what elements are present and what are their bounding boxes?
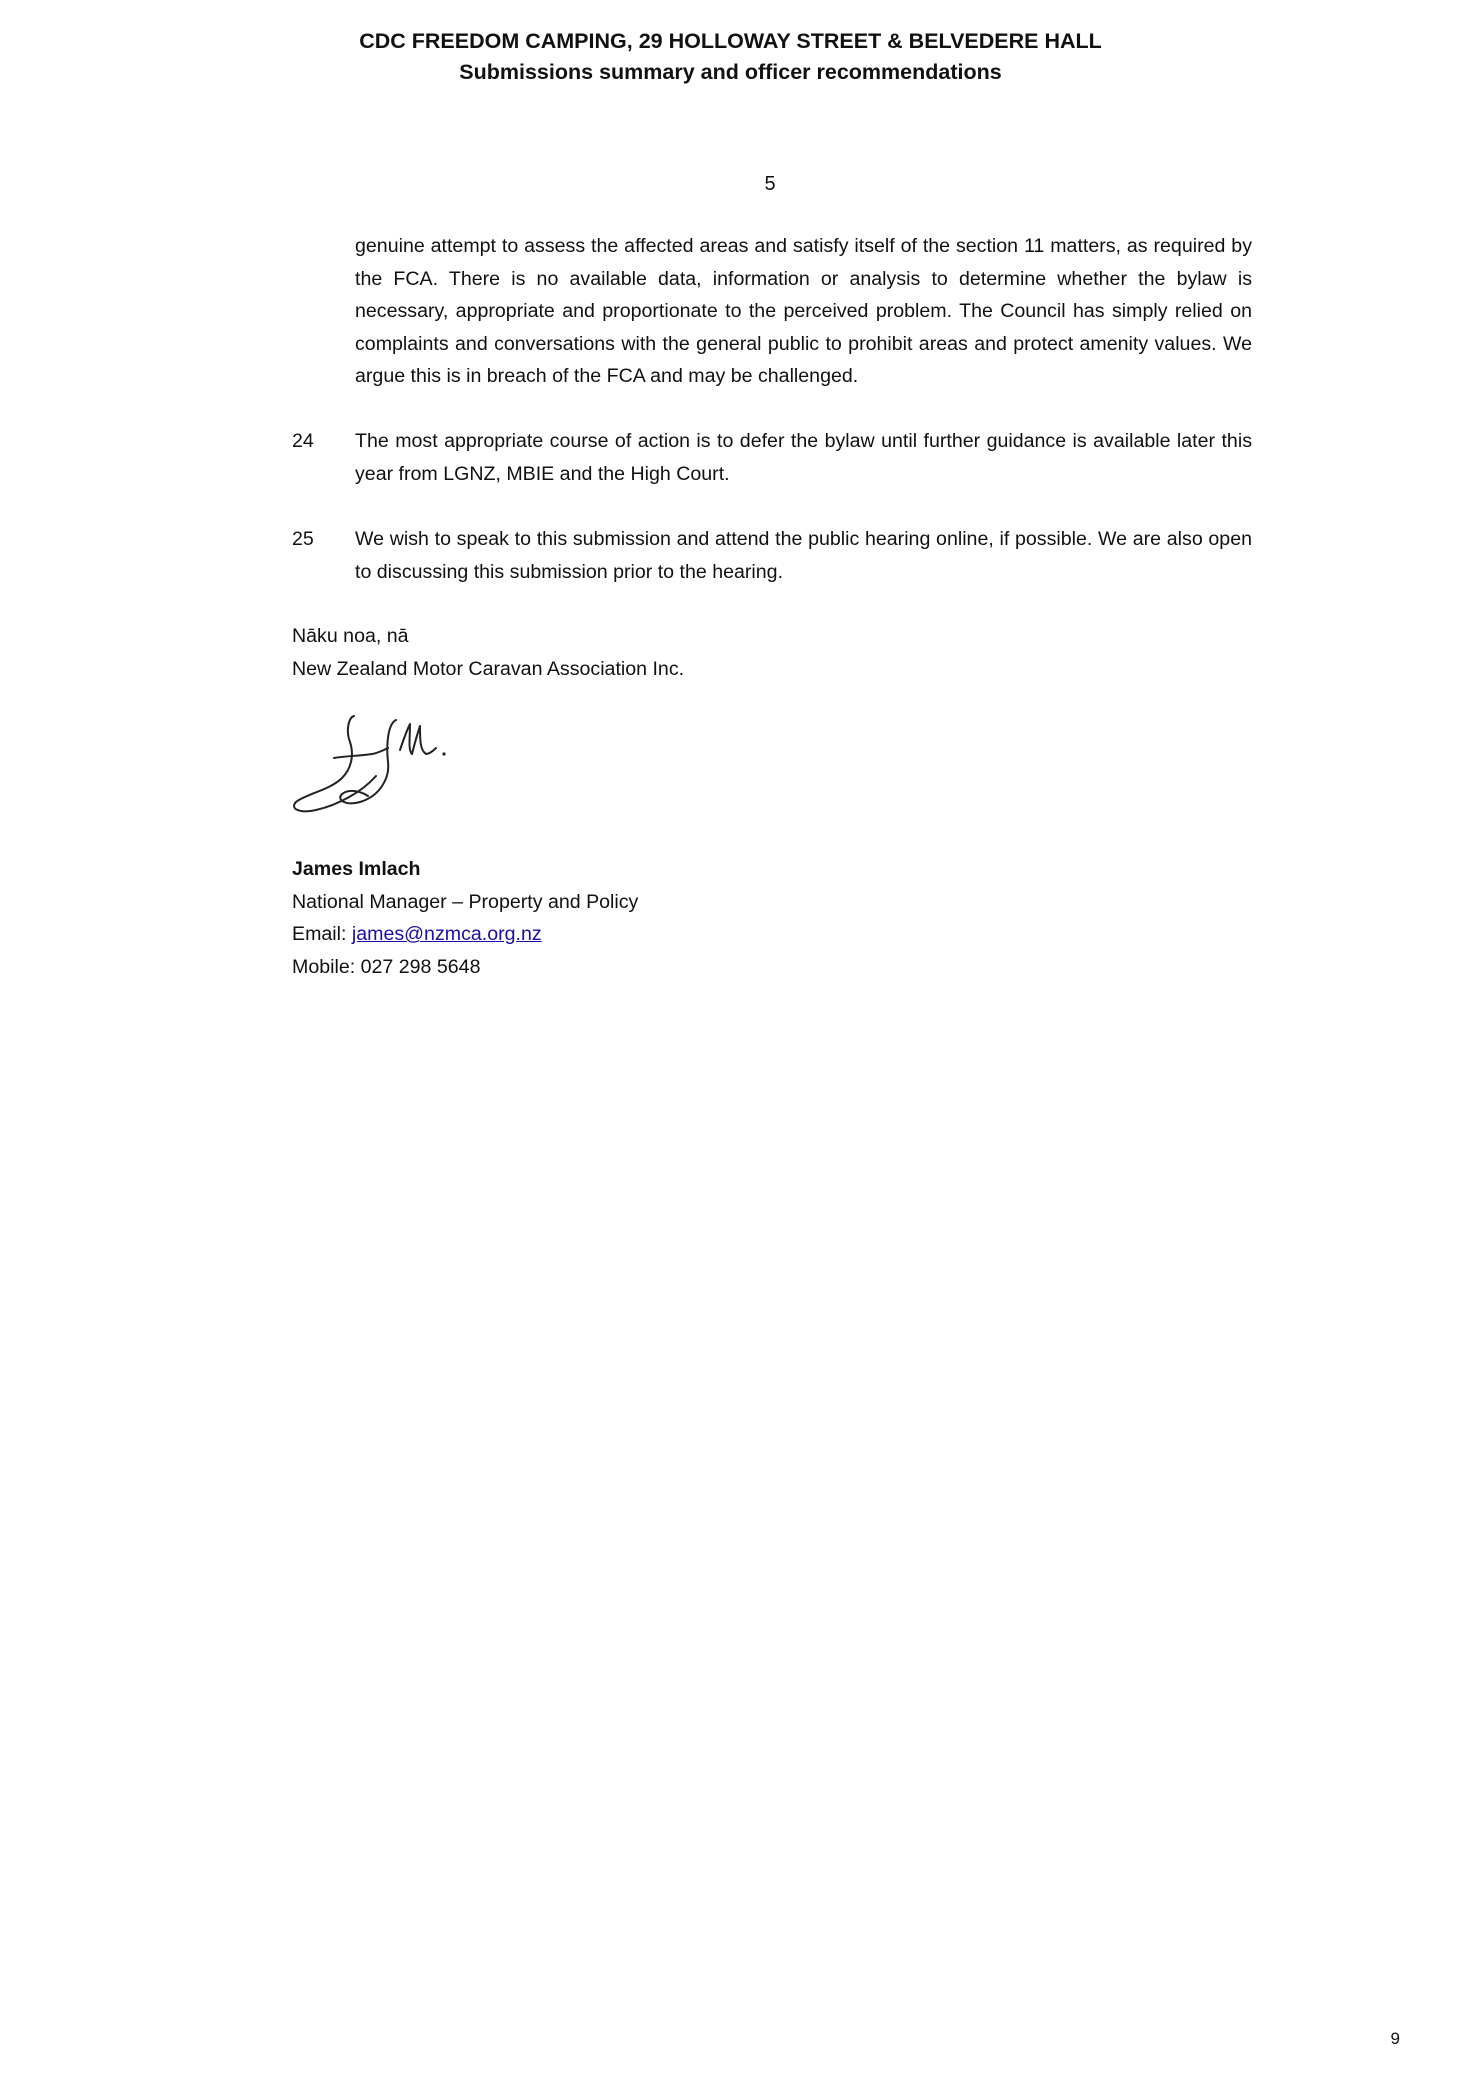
document-page-number: 9 <box>1390 2029 1400 2048</box>
closing-salutation: Nāku noa, nā <box>292 625 409 647</box>
submission-page-number: 5 <box>764 173 776 195</box>
handwritten-signature <box>288 710 468 820</box>
paragraph-number: 25 <box>292 528 314 550</box>
closing-organisation: New Zealand Motor Caravan Association Inc. <box>292 657 685 680</box>
signatory-title: National Manager – Property and Policy <box>292 890 639 913</box>
document-header-title: CDC FREEDOM CAMPING, 29 HOLLOWAY STREET & BELVEDERE HALL <box>359 29 1102 53</box>
signatory-block <box>292 853 1092 983</box>
paragraph-number: 24 <box>292 430 314 452</box>
closing-block <box>292 620 1092 685</box>
email-link[interactable]: james@nzmca.org.nz <box>351 923 542 946</box>
paragraph-text: The most appropriate course of action is to defer the bylaw until further guidance is available later this year from LGNZ, MBIE and the High Court. <box>355 430 1252 485</box>
email-label: Email: <box>292 923 352 946</box>
numbered-paragraph <box>292 425 1252 490</box>
signatory-mobile: Mobile: 027 298 5648 <box>292 955 481 978</box>
paragraph-text: We wish to speak to this submission and attend the public hearing online, if possible. We are also open to discussing this submission prior to the hearing. <box>355 528 1252 583</box>
numbered-paragraph <box>292 523 1252 588</box>
signatory-name: James Imlach <box>292 858 421 880</box>
signatory-email-line <box>292 918 1092 951</box>
continuation-paragraph: genuine attempt to assess the affected areas and satisfy itself of the section 11 matters, as required by the FCA. There is no available data, information or analysis to determine whether the bylaw is necessary, appropriate and proportionate to the perceived problem. The Council has simply relied on complaints and conversations with the general public to prohibit areas and protect amenity values. We argue this is in breach of the FCA and may be challenged. <box>355 235 1252 388</box>
document-header-subtitle: Submissions summary and officer recommendations <box>459 60 1002 84</box>
